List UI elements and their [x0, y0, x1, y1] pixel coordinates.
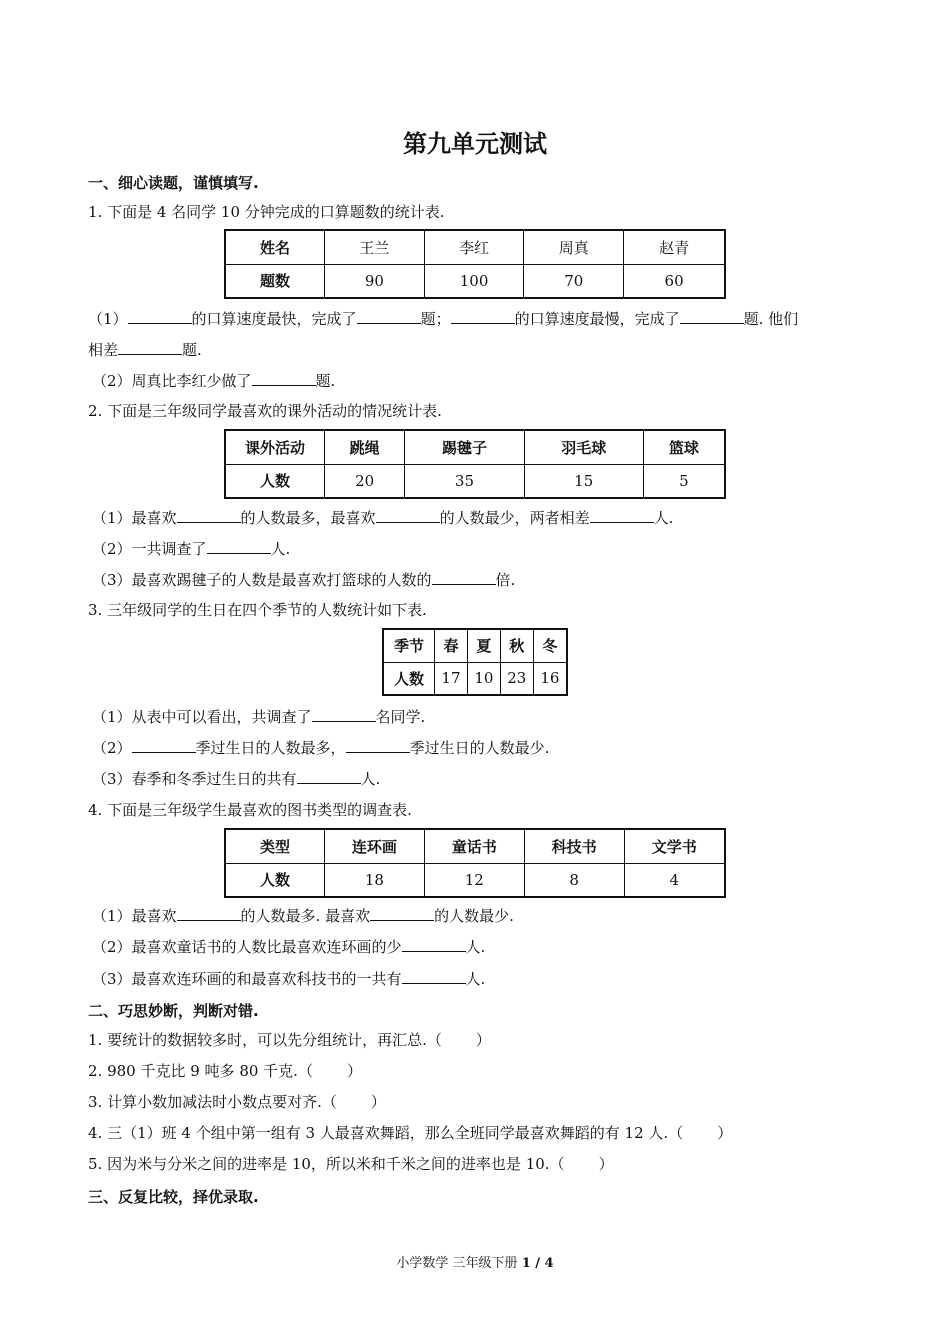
text: （1）最喜欢	[92, 509, 177, 527]
q4-part3	[92, 968, 485, 989]
text: 人.	[360, 770, 381, 788]
answer-blank[interactable]	[432, 569, 496, 585]
text: 4. 三（1）班 4 个组中第一组有 3 人最喜欢舞蹈，那么全班同学最喜欢舞蹈的有 12 人.（	[88, 1124, 684, 1142]
q4-table	[224, 828, 726, 898]
text: 人.	[465, 938, 486, 956]
text: 5. 因为米与分米之间的进率是 10，所以米和千米之间的进率也是 10.（	[88, 1155, 565, 1173]
answer-blank[interactable]	[402, 968, 466, 984]
answer-blank[interactable]	[207, 538, 271, 554]
q2-table-cell: 羽毛球	[524, 430, 643, 464]
answer-blank[interactable]	[177, 507, 241, 523]
answer-blank[interactable]	[118, 339, 182, 355]
q4-table-cell: 18	[325, 863, 425, 897]
q4-stem: 4. 下面是三年级学生最喜欢的图书类型的调查表.	[88, 801, 412, 819]
q3-table-header: 季节	[383, 629, 435, 662]
q3-table-cell: 10	[467, 662, 500, 695]
text: （1）从表中可以看出，共调查了	[92, 708, 312, 726]
answer-blank[interactable]	[370, 905, 434, 921]
q3-table-cell: 17	[435, 662, 468, 695]
q2-table-cell: 5	[643, 464, 725, 498]
answer-blank[interactable]	[132, 737, 196, 753]
text: （2）最喜欢童话书的人数比最喜欢连环画的少	[92, 938, 402, 956]
answer-blank[interactable]	[590, 507, 654, 523]
answer-blank[interactable]	[451, 308, 515, 324]
judge-item-2	[88, 1061, 362, 1081]
q2-table-cell: 踢毽子	[405, 430, 524, 464]
q1-table-cell: 王兰	[325, 230, 425, 264]
text: 1. 要统计的数据较多时，可以先分组统计，再汇总.（	[88, 1031, 442, 1049]
footer-text: 小学数学 三年级下册	[396, 1256, 518, 1271]
q3-table-header: 人数	[383, 662, 435, 695]
q3-part3	[92, 768, 380, 789]
answer-blank[interactable]	[177, 905, 241, 921]
section-2-heading: 二、巧思妙断，判断对错.	[88, 1002, 259, 1020]
text: ）	[346, 1062, 362, 1080]
judge-item-1	[88, 1030, 491, 1050]
q4-table-header: 类型	[225, 829, 325, 863]
text: 的人数最少，两者相差	[439, 509, 590, 527]
q3-table-cell: 冬	[533, 629, 567, 662]
text: 的口算速度最慢，完成了	[514, 310, 680, 328]
text: 季过生日的人数最多，	[195, 739, 346, 757]
answer-blank[interactable]	[297, 768, 361, 784]
judge-item-3	[88, 1092, 386, 1112]
q3-table	[382, 628, 568, 696]
text: 倍.	[495, 571, 516, 589]
q4-table-cell: 4	[624, 863, 725, 897]
judge-item-5	[88, 1154, 614, 1174]
text: ）	[598, 1155, 614, 1173]
q2-stem: 2. 下面是三年级同学最喜欢的课外活动的情况统计表.	[88, 402, 442, 420]
text: 的人数最少.	[434, 907, 514, 925]
text: （3）最喜欢连环画的和最喜欢科技书的一共有	[92, 970, 402, 988]
text: （2）一共调查了	[92, 540, 207, 558]
text: 3. 计算小数加减法时小数点要对齐.（	[88, 1093, 337, 1111]
text: 的口算速度最快，完成了	[191, 310, 357, 328]
q1-table-cell: 李红	[424, 230, 524, 264]
text: ）	[717, 1124, 733, 1142]
section-3-heading: 三、反复比较，择优录取.	[88, 1188, 259, 1206]
q3-table-cell: 夏	[467, 629, 500, 662]
q2-part3	[92, 569, 515, 590]
q4-table-header: 人数	[225, 863, 325, 897]
q4-table-cell: 童话书	[424, 829, 524, 863]
q1-stem: 1. 下面是 4 名同学 10 分钟完成的口算题数的统计表.	[88, 203, 445, 221]
text: （1）最喜欢	[92, 907, 177, 925]
text: 相差	[88, 341, 119, 359]
q4-table-cell: 科技书	[524, 829, 624, 863]
text: 题.	[182, 341, 202, 359]
text: 2. 980 千克比 9 吨多 80 千克.（	[88, 1062, 313, 1080]
q3-table-cell: 16	[533, 662, 567, 695]
q1-table-header: 题数	[225, 264, 325, 298]
q3-part2	[92, 737, 549, 758]
q4-part1	[92, 905, 514, 926]
q2-part1	[92, 507, 673, 528]
q4-table-cell: 12	[424, 863, 524, 897]
text: 题. 他们	[743, 310, 799, 328]
q2-table-cell: 35	[405, 464, 524, 498]
text: 题；	[420, 310, 451, 328]
text: 的人数最多. 最喜欢	[240, 907, 371, 925]
q3-part1	[92, 706, 425, 727]
q1-part2	[92, 370, 335, 391]
q2-part2	[92, 538, 290, 559]
page-footer	[0, 1252, 950, 1271]
answer-blank[interactable]	[346, 737, 410, 753]
text: ）	[475, 1031, 491, 1049]
q1-table	[224, 229, 726, 299]
text: 人.	[270, 540, 291, 558]
text: （3）春季和冬季过生日的共有	[92, 770, 297, 788]
q1-table-cell: 周真	[524, 230, 624, 264]
judge-item-4	[88, 1123, 732, 1143]
text: （2）周真比李红少做了	[92, 372, 252, 390]
q2-table-cell: 篮球	[643, 430, 725, 464]
page-title: 第九单元测试	[403, 130, 547, 158]
text: 的人数最多，最喜欢	[240, 509, 376, 527]
q2-table-cell: 15	[524, 464, 643, 498]
answer-blank[interactable]	[402, 936, 466, 952]
q2-table-header: 课外活动	[225, 430, 325, 464]
answer-blank[interactable]	[376, 507, 440, 523]
q4-table-cell: 文学书	[624, 829, 725, 863]
q1-table-cell: 赵青	[624, 230, 725, 264]
q4-table-cell: 连环画	[325, 829, 425, 863]
q1-table-header: 姓名	[225, 230, 325, 264]
section-1-heading: 一、细心读题，谨慎填写.	[88, 174, 259, 192]
q4-table-cell: 8	[524, 863, 624, 897]
q1-table-cell: 100	[424, 264, 524, 298]
text: （3）最喜欢踢毽子的人数是最喜欢打篮球的人数的	[92, 571, 432, 589]
q2-table-cell: 跳绳	[325, 430, 405, 464]
text: 人.	[465, 970, 486, 988]
text: 题.	[315, 372, 336, 390]
q1-table-cell: 70	[524, 264, 624, 298]
q1-table-cell: 90	[325, 264, 425, 298]
q1-table-cell: 60	[624, 264, 725, 298]
answer-blank[interactable]	[312, 706, 376, 722]
text: 人.	[653, 509, 674, 527]
q1-part1	[88, 308, 798, 329]
text: （1）	[88, 310, 128, 328]
answer-blank[interactable]	[252, 370, 316, 386]
text: （2）	[92, 739, 132, 757]
answer-blank[interactable]	[357, 308, 421, 324]
q3-stem: 3. 三年级同学的生日在四个季节的人数统计如下表.	[88, 601, 427, 619]
answer-blank[interactable]	[128, 308, 192, 324]
text: ）	[370, 1093, 386, 1111]
q2-table-cell: 20	[325, 464, 405, 498]
q4-part2	[92, 936, 485, 957]
q1-part1-cont	[88, 339, 202, 360]
page-number: 1 / 4	[521, 1256, 554, 1271]
q3-table-cell: 23	[500, 662, 533, 695]
q3-table-cell: 春	[435, 629, 468, 662]
q2-table-header: 人数	[225, 464, 325, 498]
q3-table-cell: 秋	[500, 629, 533, 662]
text: 季过生日的人数最少.	[409, 739, 550, 757]
q2-table	[224, 429, 726, 499]
text: 名同学.	[375, 708, 426, 726]
answer-blank[interactable]	[680, 308, 744, 324]
